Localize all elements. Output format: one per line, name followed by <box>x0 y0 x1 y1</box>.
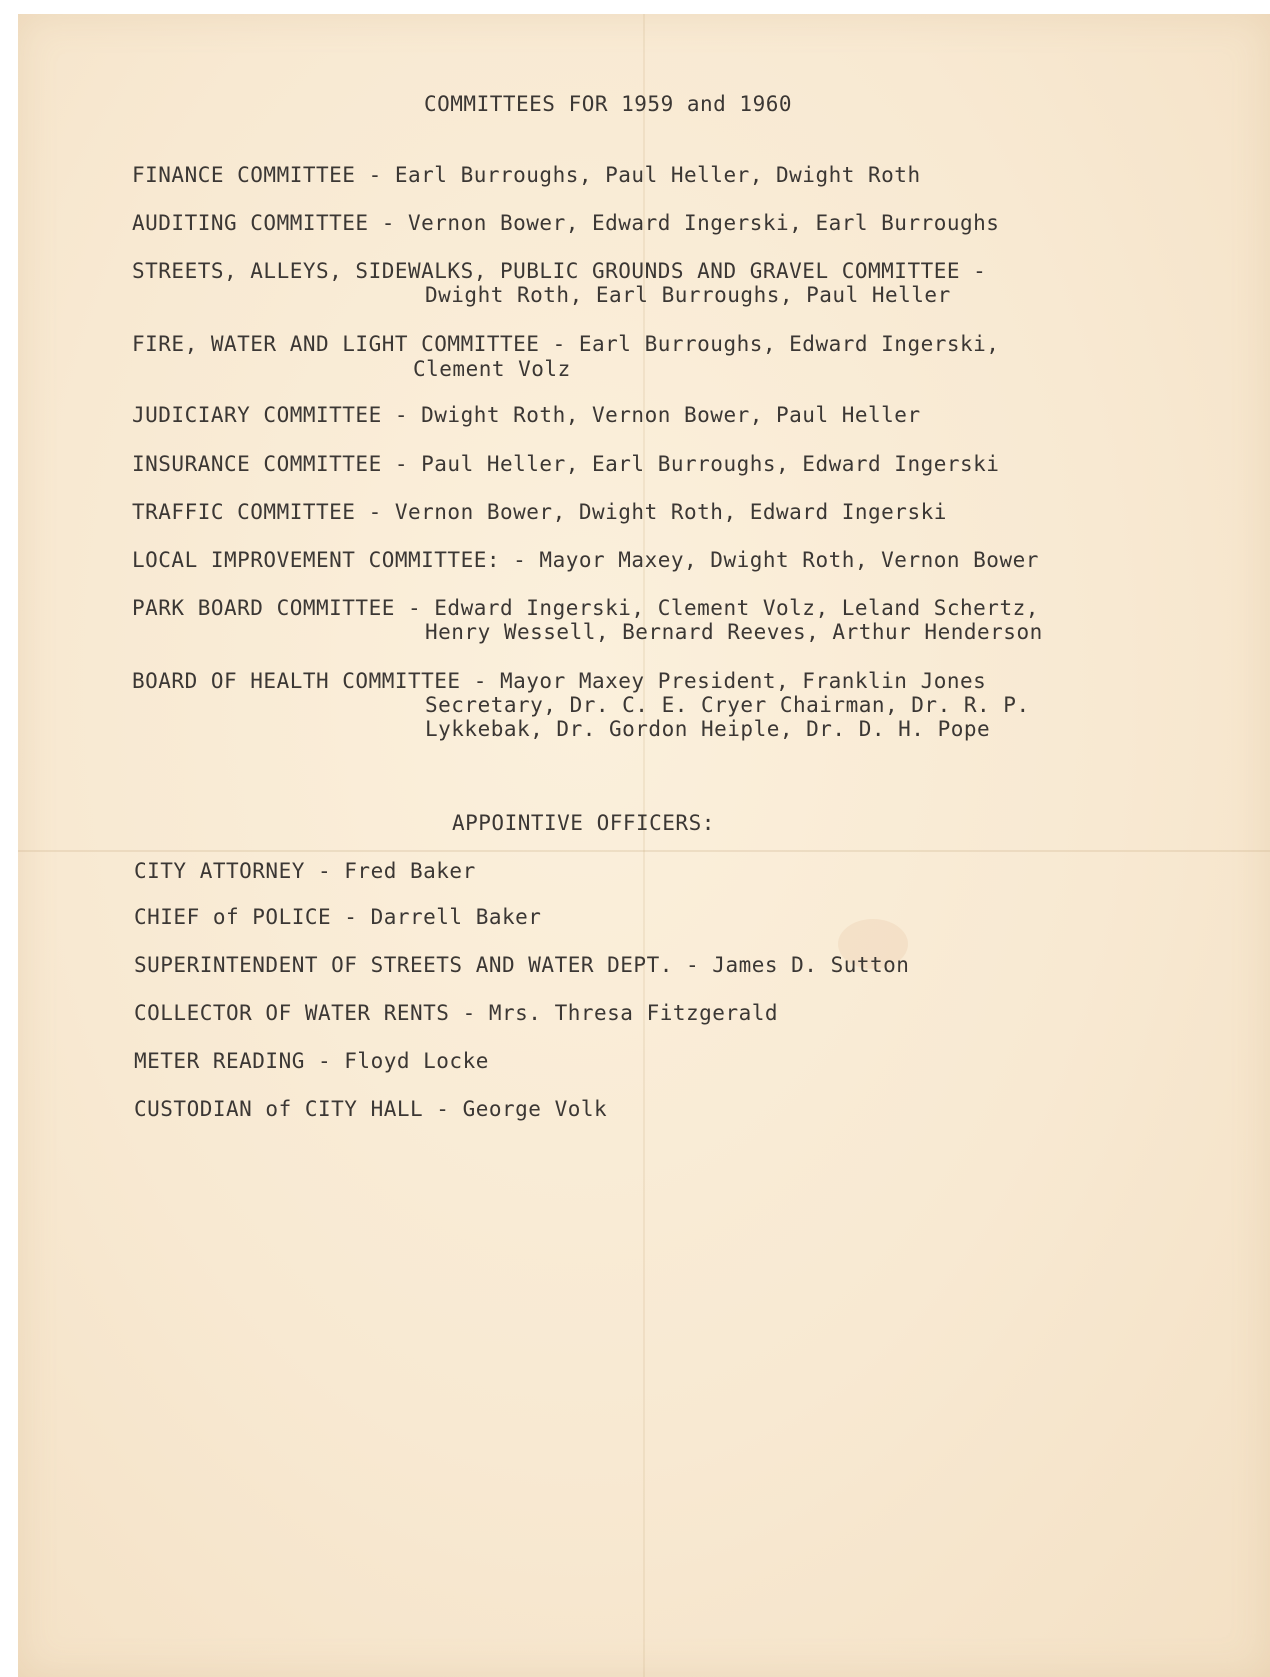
park-board-committee-members: Henry Wessell, Bernard Reeves, Arthur Henderson <box>425 620 1043 644</box>
fire-water-light-committee: FIRE, WATER AND LIGHT COMMITTEE - Earl Burroughs, Edward Ingerski, <box>132 332 1000 356</box>
board-of-health-committee-line-2: Secretary, Dr. C. E. Cryer Chairman, Dr. R. P. <box>425 693 1030 717</box>
fire-water-light-committee-members: Clement Volz <box>413 357 571 381</box>
streets-committee: STREETS, ALLEYS, SIDEWALKS, PUBLIC GROUNDS AND GRAVEL COMMITTEE - <box>132 259 987 283</box>
insurance-committee: INSURANCE COMMITTEE - Paul Heller, Earl Burroughs, Edward Ingerski <box>132 452 1000 476</box>
officer-collector-water-rents: COLLECTOR OF WATER RENTS - Mrs. Thresa Fitzgerald <box>134 1001 779 1025</box>
park-board-committee: PARK BOARD COMMITTEE - Edward Ingerski, Clement Volz, Leland Schertz, <box>132 596 1039 620</box>
officer-custodian-city-hall: CUSTODIAN of CITY HALL - George Volk <box>134 1097 608 1121</box>
officer-chief-of-police: CHIEF of POLICE - Darrell Baker <box>134 905 542 929</box>
finance-committee: FINANCE COMMITTEE - Earl Burroughs, Paul Heller, Dwight Roth <box>132 163 921 187</box>
auditing-committee: AUDITING COMMITTEE - Vernon Bower, Edward Ingerski, Earl Burroughs <box>132 211 1000 235</box>
traffic-committee: TRAFFIC COMMITTEE - Vernon Bower, Dwight Roth, Edward Ingerski <box>132 500 947 524</box>
judiciary-committee: JUDICIARY COMMITTEE - Dwight Roth, Vernon Bower, Paul Heller <box>132 403 921 427</box>
officers-heading: APPOINTIVE OFFICERS: <box>452 811 715 835</box>
local-improvement-committee: LOCAL IMPROVEMENT COMMITTEE: - Mayor Maxey, Dwight Roth, Vernon Bower <box>132 548 1039 572</box>
streets-committee-members: Dwight Roth, Earl Burroughs, Paul Heller <box>425 283 951 307</box>
board-of-health-committee: BOARD OF HEALTH COMMITTEE - Mayor Maxey President, Franklin Jones <box>132 669 987 693</box>
document-title: COMMITTEES FOR 1959 and 1960 <box>424 92 793 116</box>
officer-superintendent: SUPERINTENDENT OF STREETS AND WATER DEPT. - James D. Sutton <box>134 953 910 977</box>
officer-meter-reading: METER READING - Floyd Locke <box>134 1049 489 1073</box>
officer-city-attorney: CITY ATTORNEY - Fred Baker <box>134 859 476 883</box>
board-of-health-committee-line-3: Lykkebak, Dr. Gordon Heiple, Dr. D. H. Pope <box>425 717 991 741</box>
